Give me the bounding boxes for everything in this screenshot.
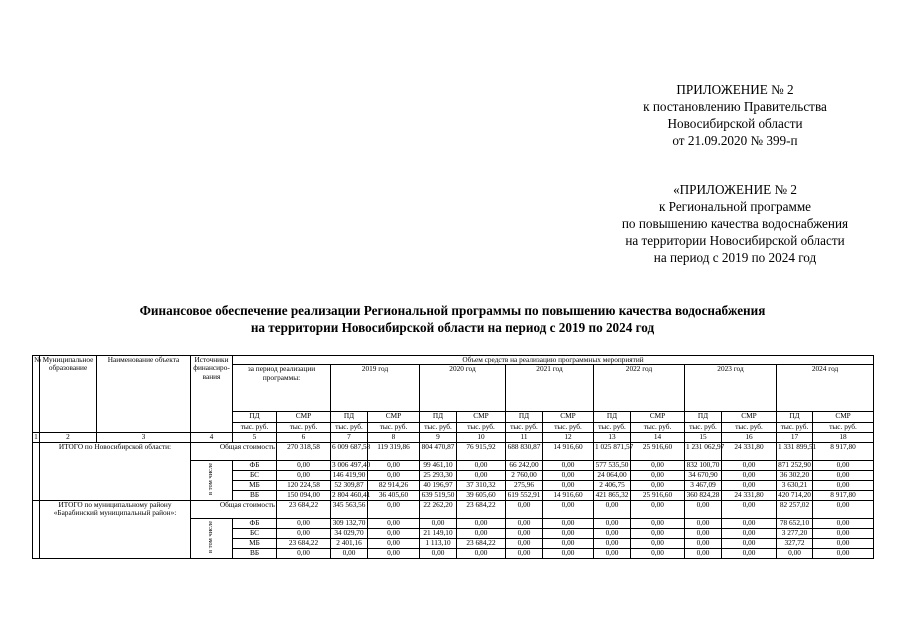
table-cell: 0,00 [594, 528, 631, 538]
approval-line: от 21.09.2020 № 399-п [672, 133, 798, 148]
table-cell: 619 552,91 [506, 490, 543, 500]
col-number: 4 [191, 433, 233, 442]
col-head-year: 2024 год [777, 365, 874, 412]
table-cell: 0,00 [685, 500, 722, 518]
table-cell: 0,00 [368, 538, 420, 548]
table-cell: 0,00 [631, 470, 685, 480]
table-cell: 0,00 [277, 528, 331, 538]
table-cell: 23 684,22 [277, 538, 331, 548]
table-cell: 345 563,56 [331, 500, 368, 518]
col-head-unit: тыс. руб. [685, 423, 722, 433]
col-head-unit: тыс. руб. [506, 423, 543, 433]
table-cell: 0,00 [543, 500, 594, 518]
source-code: ФБ [233, 518, 277, 528]
table-cell: 0,00 [722, 518, 777, 528]
table-cell: 25 293,30 [420, 470, 457, 480]
table-cell: 23 684,22 [457, 500, 506, 518]
table-cell: 0,00 [506, 500, 543, 518]
table-cell: 2 804 460,41 [332, 489, 371, 499]
table-cell: 0,00 [543, 538, 594, 548]
col-head-smr: СМР [543, 412, 594, 423]
table-cell: 3 630,21 [777, 480, 813, 490]
table-cell: 421 865,32 [594, 490, 631, 500]
table-cell: 0,00 [685, 528, 722, 538]
table-cell: 0,00 [543, 548, 594, 558]
table-cell: 8 917,80 [813, 490, 874, 500]
col-head-smr: СМР [368, 412, 420, 423]
col-head-period: за период реализации программы: [233, 365, 331, 412]
table-cell: 14 916,60 [543, 442, 594, 460]
table-cell: 0,00 [506, 518, 543, 528]
approval-line: к постановлению Правительства [643, 99, 827, 114]
table-cell: 0,00 [813, 470, 874, 480]
table-cell: 270 318,58 [277, 442, 331, 460]
table-row-total [33, 500, 874, 518]
table-cell: 0,00 [631, 548, 685, 558]
table-cell: 0,00 [506, 548, 543, 558]
table-cell: 0,00 [813, 538, 874, 548]
table-cell: 23 684,22 [277, 500, 331, 518]
table-cell: 0,00 [594, 500, 631, 518]
col-head-unit: тыс. руб. [631, 423, 685, 433]
table-cell: 25 916,60 [631, 490, 685, 500]
table-cell: 6 009 687,58 [331, 442, 368, 460]
approval-line: ПРИЛОЖЕНИЕ № 2 [676, 82, 794, 97]
table-cell: 1 231 062,97 [685, 442, 722, 460]
col-number: 14 [631, 433, 685, 442]
col-number: 3 [97, 433, 191, 442]
table-cell: 0,00 [543, 518, 594, 528]
col-head-unit: тыс. руб. [331, 423, 368, 433]
total-label: Общая стоимость [191, 442, 277, 460]
col-number: 9 [420, 433, 457, 442]
table-cell: 0,00 [457, 470, 506, 480]
table-cell: 24 064,00 [594, 470, 631, 480]
col-head-unit: тыс. руб. [813, 423, 874, 433]
col-head-pd: ПД [331, 412, 368, 423]
in-that-number-text: в том числе [207, 521, 215, 554]
col-head-smr: СМР [722, 412, 777, 423]
table-cell: 3 467,09 [685, 480, 722, 490]
table-cell: 0,00 [457, 548, 506, 558]
table-cell: 0,00 [722, 460, 777, 470]
col-head-unit: тыс. руб. [722, 423, 777, 433]
col-head-year: 2019 год [331, 365, 420, 412]
col-number: 13 [594, 433, 631, 442]
col-number: 10 [457, 433, 506, 442]
table-cell: 99 461,10 [420, 460, 457, 470]
table-cell: 0,00 [813, 500, 874, 518]
table-cell: 37 310,32 [457, 480, 506, 490]
col-head-unit: тыс. руб. [277, 423, 331, 433]
table-cell: 275,96 [506, 480, 543, 490]
table-cell: 0,00 [457, 518, 506, 528]
col-head-pd: ПД [594, 412, 631, 423]
table-cell: 0,00 [420, 518, 457, 528]
table-cell: 0,00 [594, 518, 631, 528]
section-label: ИТОГО по Новосибирской области: [40, 442, 191, 500]
table-cell: 34 670,90 [685, 470, 722, 480]
table-cell: 2 401,16 [331, 538, 368, 548]
section-label: ИТОГО по муниципальному району «Барабинский муниципальный район»: [40, 500, 191, 558]
table-cell: 639 519,50 [420, 490, 457, 500]
table-cell: 0,00 [777, 548, 813, 558]
source-code: ВБ [233, 548, 277, 558]
table-cell: 1 331 899,51 [777, 442, 813, 460]
table-cell: 0,00 [457, 460, 506, 470]
table-cell: 34 029,70 [331, 528, 368, 538]
col-head-unit: тыс. руб. [233, 423, 277, 433]
table-cell: 21 149,10 [420, 528, 457, 538]
in-that-number-label [191, 518, 233, 558]
table-cell: 82 914,26 [368, 480, 420, 490]
total-label: Общая стоимость [191, 500, 277, 518]
table-cell: 66 242,00 [506, 460, 543, 470]
table-cell: 0,00 [631, 460, 685, 470]
table-cell: 0,00 [543, 528, 594, 538]
table-cell: 0,00 [457, 528, 506, 538]
col-head-municipality: Муниципальное образование [40, 356, 97, 433]
appendix-line: «ПРИЛОЖЕНИЕ № 2 [673, 182, 797, 197]
table-cell: 76 915,92 [457, 442, 506, 460]
row-number [33, 500, 40, 558]
col-number: 17 [777, 433, 813, 442]
table-cell: 0,00 [368, 460, 420, 470]
appendix-line: к Региональной программе [658, 199, 812, 214]
col-head-year: 2021 год [506, 365, 594, 412]
col-head-volume: Объем средств на реализацию программных мероприятий [233, 356, 874, 365]
table-cell: 0,00 [368, 500, 420, 518]
table-cell: 0,00 [631, 480, 685, 490]
col-head-smr: СМР [631, 412, 685, 423]
table-cell: 688 830,87 [506, 442, 543, 460]
document-title-line: Финансовое обеспечение реализации Региональной программы по повышению качества водоснабжения [139, 303, 766, 318]
table-cell: 2 406,75 [594, 480, 631, 490]
table-cell: 2 760,00 [506, 470, 543, 480]
table-cell: 327,72 [777, 538, 813, 548]
table-cell: 0,00 [685, 538, 722, 548]
table-cell: 0,00 [420, 548, 457, 558]
approval-block [590, 81, 880, 149]
table-cell: 0,00 [368, 470, 420, 480]
table-cell: 1 025 871,57 [594, 442, 631, 460]
table-row-total [33, 442, 874, 460]
col-head-unit: тыс. руб. [594, 423, 631, 433]
col-head-pd: ПД [420, 412, 457, 423]
table-cell: 0,00 [813, 548, 874, 558]
table-cell: 52 309,87 [331, 480, 368, 490]
table-cell: 14 916,60 [543, 490, 594, 500]
table-cell: 360 824,28 [685, 490, 722, 500]
table-cell: 0,00 [543, 480, 594, 490]
table-cell: 36 405,60 [368, 490, 420, 500]
table-cell: 0,00 [368, 518, 420, 528]
col-head-number: № [33, 356, 40, 433]
table-cell: 0,00 [631, 518, 685, 528]
table-cell: 0,00 [631, 528, 685, 538]
col-number: 7 [331, 433, 368, 442]
table-cell: 0,00 [631, 500, 685, 518]
col-number: 5 [233, 433, 277, 442]
col-head-pd: ПД [233, 412, 277, 423]
col-number: 18 [813, 433, 874, 442]
table-cell: 22 262,20 [420, 500, 457, 518]
table-cell: 0,00 [722, 528, 777, 538]
table-cell: 804 470,87 [420, 442, 457, 460]
appendix-line: на территории Новосибирской области [625, 233, 845, 248]
table-cell: 0,00 [594, 538, 631, 548]
appendix-block [590, 181, 880, 266]
source-code: ВБ [233, 490, 277, 500]
table-cell: 119 319,86 [368, 442, 420, 460]
source-code: БС [233, 470, 277, 480]
table-cell: 0,00 [543, 470, 594, 480]
col-head-unit: тыс. руб. [457, 423, 506, 433]
table-cell: 871 252,90 [778, 459, 811, 469]
col-head-smr: СМР [813, 412, 874, 423]
row-number [33, 442, 40, 500]
table-cell: 0,00 [631, 538, 685, 548]
source-code: МБ [233, 480, 277, 490]
table-cell: 0,00 [594, 548, 631, 558]
source-code: МБ [233, 538, 277, 548]
table-cell: 1 113,10 [420, 538, 457, 548]
col-number: 6 [277, 433, 331, 442]
appendix-line: по повышению качества водоснабжения [621, 216, 849, 231]
col-number: 12 [543, 433, 594, 442]
col-number: 15 [685, 433, 722, 442]
table-cell: 146 419,90 [331, 470, 368, 480]
table-cell: 0,00 [543, 460, 594, 470]
col-head-sources: Источники финансиро-вания [191, 356, 233, 433]
source-code: БС [233, 528, 277, 538]
table-cell: 0,00 [368, 548, 420, 558]
table-cell: 3 277,20 [777, 528, 813, 538]
table-cell: 39 605,60 [457, 490, 506, 500]
col-head-object: Наименование объекта [97, 356, 191, 433]
table-cell: 0,00 [722, 548, 777, 558]
table-cell: 0,00 [813, 528, 874, 538]
table-cell: 36 302,20 [777, 470, 813, 480]
col-head-smr: СМР [277, 412, 331, 423]
table-cell: 0,00 [331, 548, 368, 558]
table-cell: 0,00 [813, 518, 874, 528]
col-head-smr: СМР [457, 412, 506, 423]
table-cell: 40 196,97 [420, 480, 457, 490]
table-cell: 0,00 [722, 470, 777, 480]
table-cell: 0,00 [813, 460, 874, 470]
col-number: 11 [506, 433, 543, 442]
table-cell: 0,00 [368, 528, 420, 538]
col-number: 8 [368, 433, 420, 442]
table-cell: 150 094,00 [277, 490, 331, 500]
in-that-number-label [191, 460, 233, 500]
col-head-pd: ПД [506, 412, 543, 423]
table-cell: 82 257,02 [777, 500, 813, 518]
table-cell: 0,00 [277, 470, 331, 480]
approval-line: Новосибирской области [667, 116, 803, 131]
table-cell: 0,00 [506, 538, 543, 548]
table-cell: 0,00 [722, 538, 777, 548]
appendix-line: на период с 2019 по 2024 год [653, 250, 817, 265]
table-cell: 0,00 [722, 480, 777, 490]
table-cell: 8 917,80 [813, 442, 874, 460]
col-head-unit: тыс. руб. [420, 423, 457, 433]
col-head-unit: тыс. руб. [368, 423, 420, 433]
col-head-pd: ПД [685, 412, 722, 423]
table-cell: 832 100,70 [685, 460, 722, 470]
col-number: 1 [34, 432, 38, 442]
table-cell: 24 331,80 [722, 490, 777, 500]
in-that-number-text: в том числе [207, 463, 215, 496]
table-cell: 0,00 [277, 548, 331, 558]
table-cell: 0,00 [813, 480, 874, 490]
col-head-year: 2020 год [420, 365, 506, 412]
source-code: ФБ [233, 460, 277, 470]
table-cell: 0,00 [685, 518, 722, 528]
table-cell: 25 916,60 [631, 442, 685, 460]
col-head-year: 2022 год [594, 365, 685, 412]
table-cell: 3 006 497,40 [332, 459, 371, 469]
table-cell: 0,00 [277, 518, 331, 528]
col-head-unit: тыс. руб. [543, 423, 594, 433]
table-cell: 0,00 [722, 500, 777, 518]
col-head-year: 2023 год [685, 365, 777, 412]
table-cell: 0,00 [685, 548, 722, 558]
document-title-line: на территории Новосибирской области на период с 2019 по 2024 год [250, 320, 655, 335]
table-cell: 0,00 [506, 528, 543, 538]
col-number: 2 [40, 433, 97, 442]
table-cell: 420 714,20 [778, 489, 811, 499]
table-cell: 24 331,80 [722, 442, 777, 460]
table-cell: 577 535,50 [594, 460, 631, 470]
table-cell: 309 132,70 [331, 518, 368, 528]
table-cell: 120 224,58 [277, 480, 331, 490]
table-cell: 78 652,10 [777, 518, 813, 528]
document-title [40, 302, 865, 336]
table-cell: 23 684,22 [457, 538, 506, 548]
col-head-unit: тыс. руб. [777, 423, 813, 433]
table-cell: 0,00 [277, 460, 331, 470]
financing-table [32, 355, 874, 559]
col-number: 16 [722, 433, 777, 442]
col-head-pd: ПД [777, 412, 813, 423]
